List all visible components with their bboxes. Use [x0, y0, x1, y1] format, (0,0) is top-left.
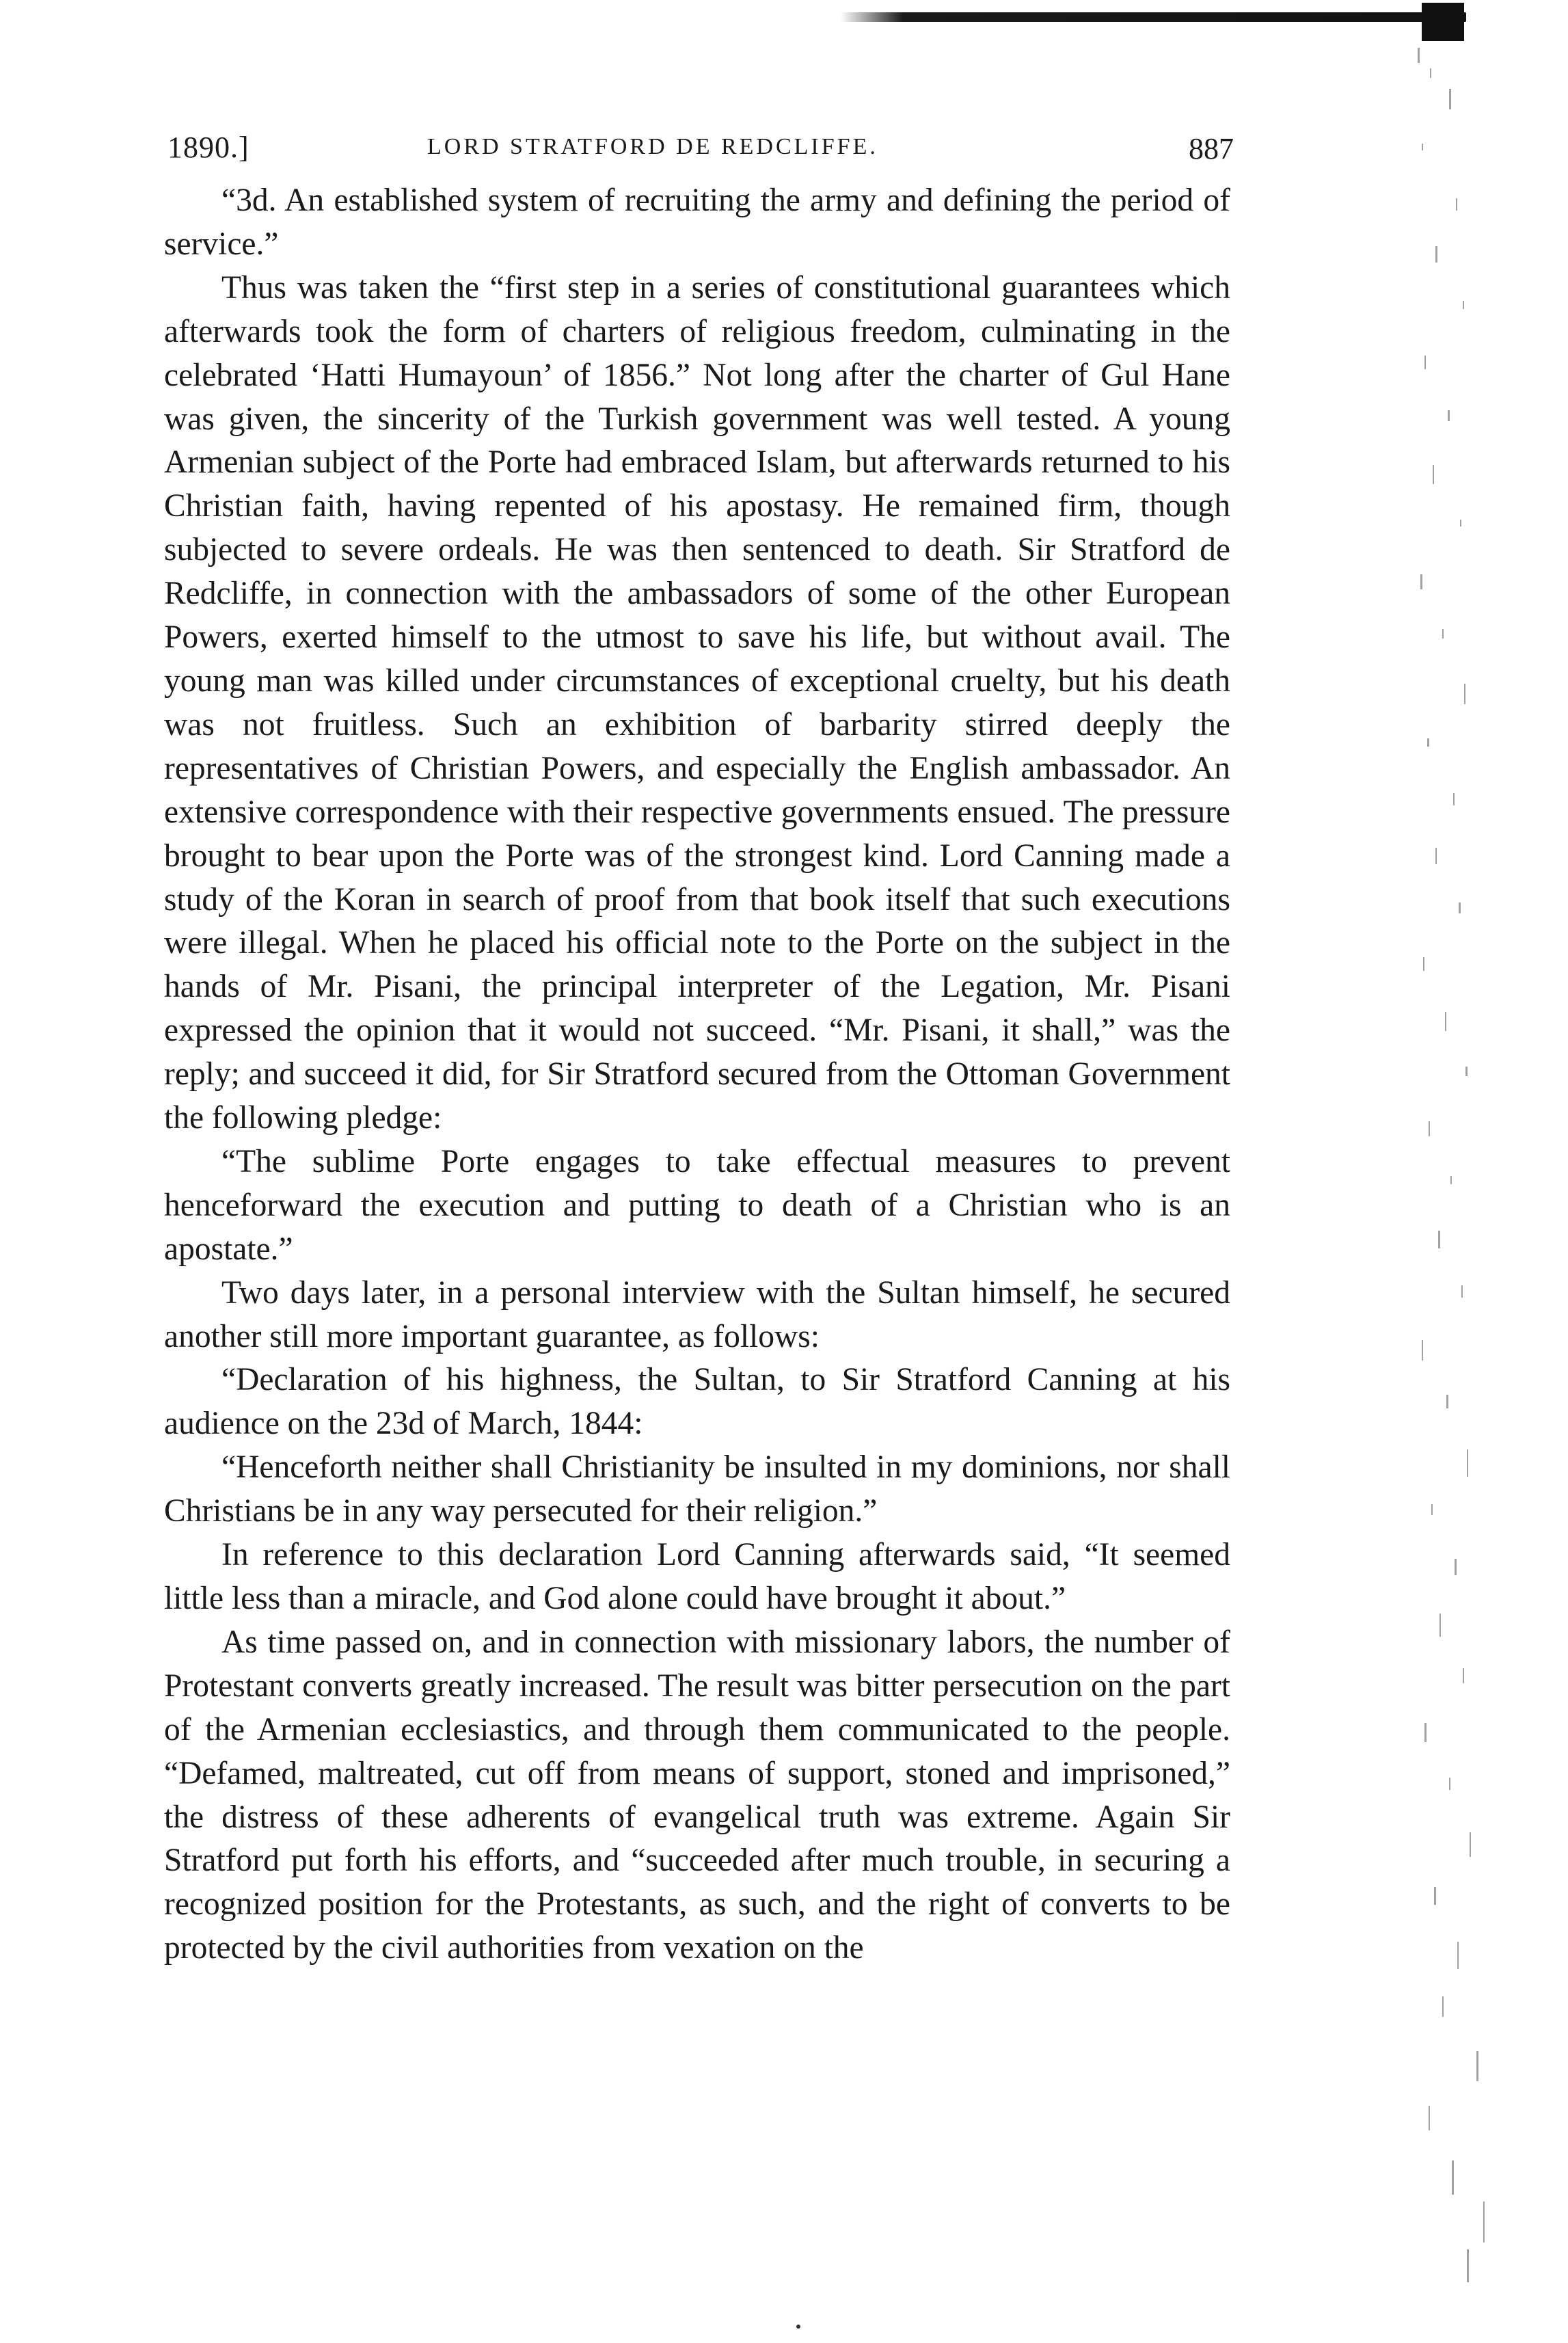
running-header: [167, 130, 1234, 171]
paragraph: Thus was taken the “first step in a series of constitutional guarantees which afterwards took the form of charters of religious freedom, culminating in the celebrated ‘Hatti Humayoun’ of 1856.” Not long after the charter of Gul Hane was given, the sincerity of the Turkish government was well tested. A young Armenian subject of the Porte had embraced Islam, but afterwards returned to his Christian faith, having repented of his apostasy. He remained firm, though subjected to severe ordeals. He was then sentenced to death. Sir Stratford de Redcliffe, in connection with the ambassadors of some of the other European Powers, exerted himself to the utmost to save his life, but without avail. The young man was killed under circumstances of exceptional cruelty, but his death was not fruitless. Such an exhibition of barbarity stirred deeply the representatives of Christian Powers, and especially the English ambassador. An extensive correspondence with their respective governments ensued. The pressure brought to bear upon the Porte was of the strongest kind. Lord Canning made a study of the Koran in search of proof from that book itself that such executions were illegal. When he placed his official note to the Porte on the subject in the hands of Mr. Pisani, the principal interpreter of the Legation, Mr. Pisani expressed the opinion that it would not succeed. “Mr. Pisani, it shall,” was the reply; and succeed it did, for Sir Stratford secured from the Ottoman Government the following pledge:: [164, 269, 1230, 1136]
paragraph: In reference to this declaration Lord Canning afterwards said, “It seemed little less than a miracle, and God alone could have brought it about.”: [164, 1537, 1230, 1616]
issue-date: 1890.]: [167, 131, 249, 164]
scan-edge-mark: [1422, 3, 1464, 41]
paragraph: “3d. An established system of recruiting the army and defining the period of service.”: [164, 183, 1230, 262]
paragraph: As time passed on, and in connection with missionary labors, the number of Protestant converts greatly increased. The result was bitter persecution on the part of the Armenian ecclesiastics, and through them communicated to the people. “Defamed, maltreated, cut off from means of support, stoned and imprisoned,” the distress of these adherents of evangelical truth was extreme. Again Sir Stratford put forth his efforts, and “succeeded after much trouble, in securing a recognized position for the Protestants, as such, and the right of converts to be protected by the civil authorities from vexation on the: [164, 1624, 1230, 1966]
paragraph: “Henceforth neither shall Christianity be insulted in my dominions, nor shall Christians be in any way persecuted for their religion.”: [164, 1449, 1230, 1529]
article-body: [164, 179, 1230, 1970]
paragraph: Two days later, in a personal interview with the Sultan himself, he secured another still more important guarantee, as follows:: [164, 1274, 1230, 1354]
stray-ink-dot: [796, 2325, 800, 2329]
paragraph: “The sublime Porte engages to take effectual measures to prevent henceforward the execution and putting to death of a Christian who is an apostate.”: [164, 1143, 1230, 1267]
running-title: LORD STRATFORD DE REDCLIFFE.: [427, 134, 878, 159]
paragraph: “Declaration of his highness, the Sultan, to Sir Stratford Canning at his audience on the 23d of March, 1844:: [164, 1362, 1230, 1442]
page-number: 887: [1189, 132, 1234, 165]
scan-margin-speckles: [1415, 41, 1552, 2318]
top-scan-rule: [841, 12, 1466, 22]
